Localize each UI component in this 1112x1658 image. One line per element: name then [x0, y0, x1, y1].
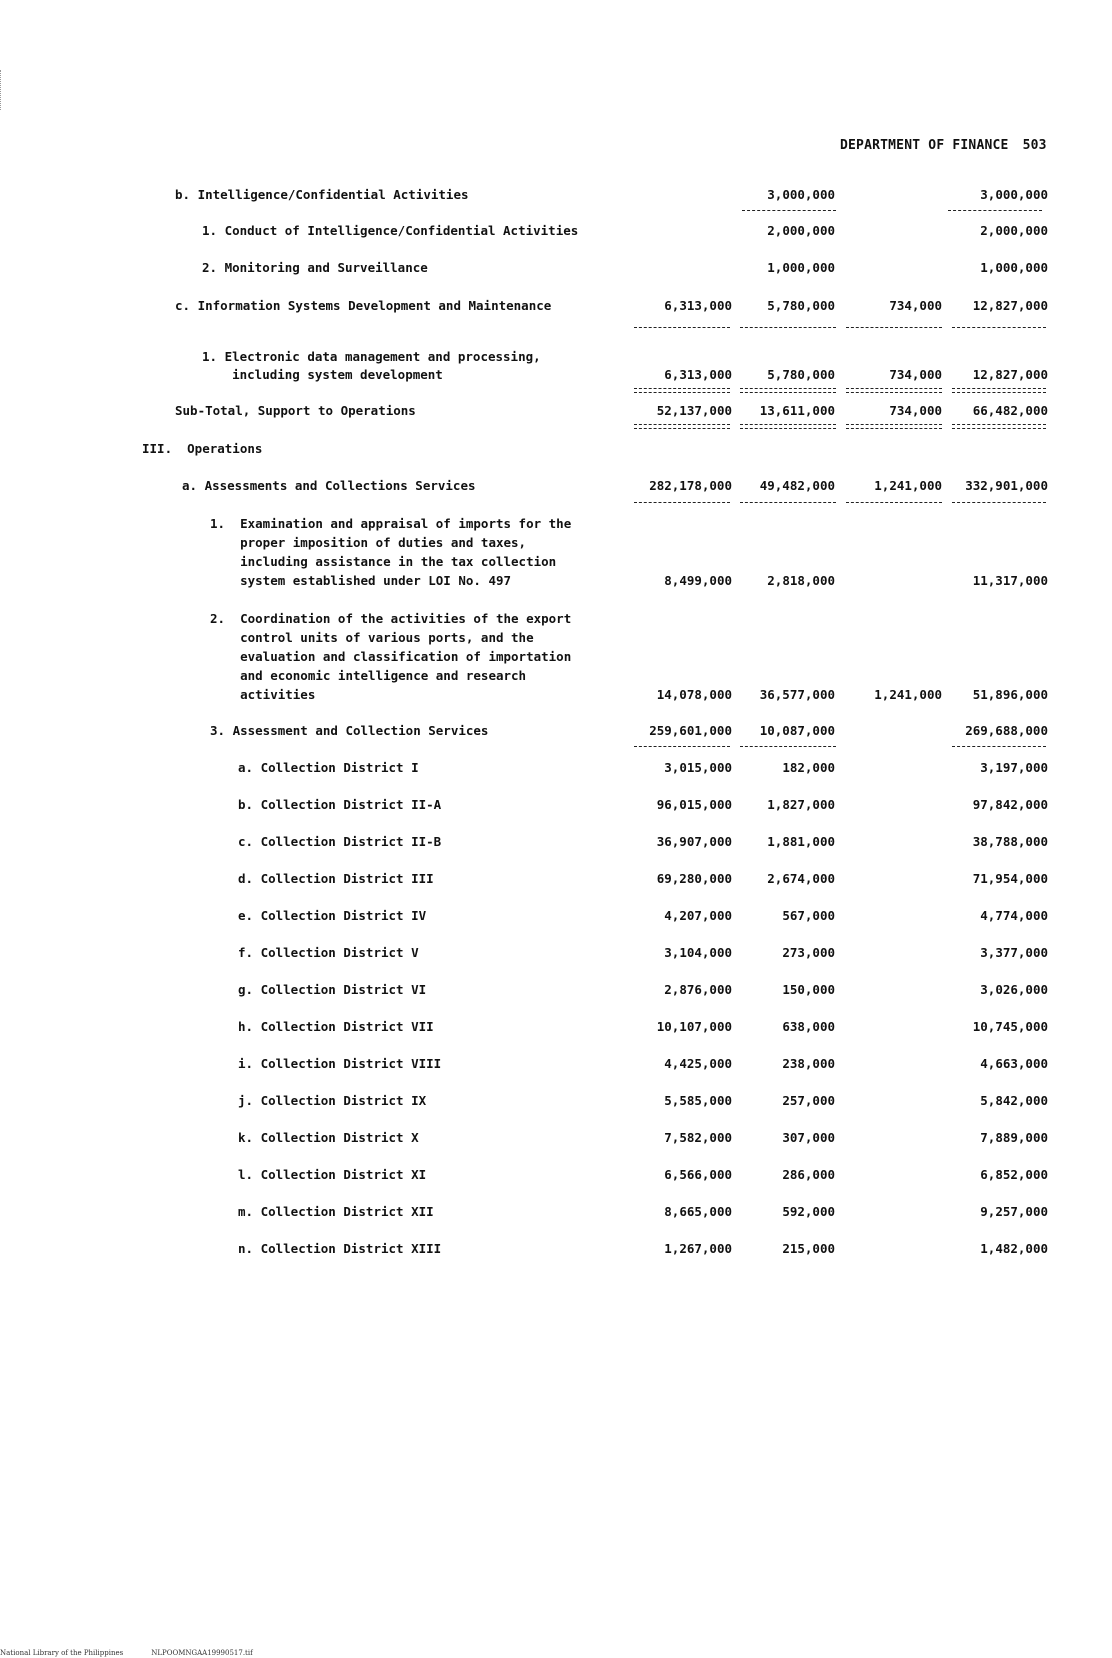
- amount-col1: 259,601,000: [649, 723, 732, 738]
- district-label: c. Collection District II-B: [238, 834, 442, 849]
- district-label: d. Collection District III: [238, 871, 434, 886]
- dashed-rule: [740, 502, 836, 503]
- amount-col1: 5,585,000: [664, 1093, 732, 1108]
- footer-file: NLPOOMNGAA19990517.tif: [151, 1649, 253, 1657]
- dashed-rule: [740, 388, 836, 393]
- amount-total: 2,000,000: [980, 223, 1048, 238]
- dashed-rule: [952, 388, 1046, 393]
- dashed-rule: [634, 388, 730, 393]
- row-label-line: control units of various ports, and the: [210, 630, 534, 645]
- amount-col2: 2,818,000: [767, 573, 835, 588]
- amount-col1: 52,137,000: [656, 403, 732, 418]
- amount-col2: 36,577,000: [759, 687, 835, 702]
- dashed-rule: [846, 388, 942, 393]
- dashed-rule: [948, 210, 1042, 211]
- amount-col2: 150,000: [782, 982, 835, 997]
- dashed-rule: [742, 210, 836, 211]
- dashed-rule: [740, 424, 836, 429]
- row-label: 1. Electronic data management and processing,: [202, 349, 541, 364]
- amount-col2: 5,780,000: [767, 298, 835, 313]
- row-label-line: proper imposition of duties and taxes,: [210, 535, 527, 550]
- dashed-rule: [740, 746, 836, 747]
- row-label: 3. Assessment and Collection Services: [210, 723, 489, 738]
- amount-total: 51,896,000: [972, 687, 1048, 702]
- dashed-rule: [634, 327, 730, 328]
- row-label: c. Information Systems Development and Maintenance: [175, 298, 552, 313]
- row-label: Sub-Total, Support to Operations: [175, 403, 416, 418]
- amount-total: 3,026,000: [980, 982, 1048, 997]
- district-label: n. Collection District XIII: [238, 1241, 442, 1256]
- row-label-line: system established under LOI No. 497: [210, 573, 512, 588]
- amount-col1: 14,078,000: [656, 687, 732, 702]
- amount-total: 10,745,000: [972, 1019, 1048, 1034]
- amount-col1: 6,313,000: [664, 367, 732, 382]
- amount-col2: 1,881,000: [767, 834, 835, 849]
- amount-col1: 7,582,000: [664, 1130, 732, 1145]
- district-label: i. Collection District VIII: [238, 1056, 442, 1071]
- amount-col2: 592,000: [782, 1204, 835, 1219]
- row-label-line: 1. Examination and appraisal of imports for the: [210, 516, 572, 531]
- amount-col1: 4,207,000: [664, 908, 732, 923]
- row-label-line: activities: [210, 687, 316, 702]
- amount-col1: 3,104,000: [664, 945, 732, 960]
- amount-col1: 96,015,000: [656, 797, 732, 812]
- amount-col1: 3,015,000: [664, 760, 732, 775]
- dashed-rule: [846, 327, 942, 328]
- amount-col2: 2,000,000: [767, 223, 835, 238]
- amount-total: 332,901,000: [965, 478, 1048, 493]
- dashed-rule: [634, 502, 730, 503]
- amount-total: 269,688,000: [965, 723, 1048, 738]
- amount-col2: 10,087,000: [759, 723, 835, 738]
- amount-col2: 1,827,000: [767, 797, 835, 812]
- amount-total: 4,774,000: [980, 908, 1048, 923]
- amount-total: 12,827,000: [972, 298, 1048, 313]
- amount-col2: 273,000: [782, 945, 835, 960]
- district-label: b. Collection District II-A: [238, 797, 442, 812]
- amount-total: 3,377,000: [980, 945, 1048, 960]
- amount-col2: 307,000: [782, 1130, 835, 1145]
- amount-col1: 282,178,000: [649, 478, 732, 493]
- footer-library: National Library of the Philippines: [0, 1649, 124, 1657]
- amount-col2: 3,000,000: [767, 187, 835, 202]
- district-label: k. Collection District X: [238, 1130, 419, 1145]
- amount-col3: 734,000: [889, 367, 942, 382]
- dashed-rule: [952, 424, 1046, 429]
- amount-total: 12,827,000: [972, 367, 1048, 382]
- district-label: l. Collection District XI: [238, 1167, 427, 1182]
- row-label: a. Assessments and Collections Services: [182, 478, 476, 493]
- amount-col2: 2,674,000: [767, 871, 835, 886]
- amount-col2: 182,000: [782, 760, 835, 775]
- amount-col2: 257,000: [782, 1093, 835, 1108]
- row-label-line: evaluation and classification of importation: [210, 649, 572, 664]
- amount-total: 38,788,000: [972, 834, 1048, 849]
- amount-col2: 638,000: [782, 1019, 835, 1034]
- amount-col2: 1,000,000: [767, 260, 835, 275]
- amount-total: 6,852,000: [980, 1167, 1048, 1182]
- row-label-line: 2. Coordination of the activities of the export: [210, 611, 572, 626]
- amount-col3: 1,241,000: [874, 478, 942, 493]
- page-number: 503: [1022, 138, 1047, 153]
- scan-footer: [0, 1649, 253, 1657]
- amount-col1: 69,280,000: [656, 871, 732, 886]
- district-label: e. Collection District IV: [238, 908, 427, 923]
- row-label-line: including assistance in the tax collection: [210, 554, 557, 569]
- district-label: m. Collection District XII: [238, 1204, 434, 1219]
- amount-col3: 734,000: [889, 298, 942, 313]
- row-label-line: and economic intelligence and research: [210, 668, 527, 683]
- scan-edge-mark: [0, 70, 3, 110]
- amount-total: 3,197,000: [980, 760, 1048, 775]
- amount-total: 1,000,000: [980, 260, 1048, 275]
- amount-total: 7,889,000: [980, 1130, 1048, 1145]
- amount-total: 66,482,000: [972, 403, 1048, 418]
- amount-col3: 734,000: [889, 403, 942, 418]
- district-label: h. Collection District VII: [238, 1019, 434, 1034]
- dashed-rule: [634, 424, 730, 429]
- amount-col1: 6,566,000: [664, 1167, 732, 1182]
- amount-col1: 8,499,000: [664, 573, 732, 588]
- dashed-rule: [952, 502, 1046, 503]
- row-label: 2. Monitoring and Surveillance: [202, 260, 428, 275]
- dashed-rule: [846, 502, 942, 503]
- amount-total: 97,842,000: [972, 797, 1048, 812]
- page-header: [840, 138, 1047, 153]
- amount-col2: 215,000: [782, 1241, 835, 1256]
- district-label: a. Collection District I: [238, 760, 419, 775]
- amount-total: 4,663,000: [980, 1056, 1048, 1071]
- amount-col2: 13,611,000: [759, 403, 835, 418]
- dashed-rule: [952, 327, 1046, 328]
- dashed-rule: [740, 327, 836, 328]
- amount-col1: 8,665,000: [664, 1204, 732, 1219]
- amount-col1: 1,267,000: [664, 1241, 732, 1256]
- district-label: f. Collection District V: [238, 945, 419, 960]
- row-label: b. Intelligence/Confidential Activities: [175, 187, 469, 202]
- amount-total: 3,000,000: [980, 187, 1048, 202]
- row-label: including system development: [202, 367, 443, 382]
- dashed-rule: [634, 746, 730, 747]
- amount-col2: 5,780,000: [767, 367, 835, 382]
- amount-col2: 238,000: [782, 1056, 835, 1071]
- dashed-rule: [846, 424, 942, 429]
- amount-total: 1,482,000: [980, 1241, 1048, 1256]
- amount-col2: 567,000: [782, 908, 835, 923]
- amount-col1: 36,907,000: [656, 834, 732, 849]
- section-title: III. Operations: [142, 441, 263, 456]
- amount-col1: 10,107,000: [656, 1019, 732, 1034]
- amount-total: 71,954,000: [972, 871, 1048, 886]
- amount-total: 9,257,000: [980, 1204, 1048, 1219]
- district-label: j. Collection District IX: [238, 1093, 427, 1108]
- amount-col1: 4,425,000: [664, 1056, 732, 1071]
- district-label: g. Collection District VI: [238, 982, 427, 997]
- amount-col1: 6,313,000: [664, 298, 732, 313]
- amount-col1: 2,876,000: [664, 982, 732, 997]
- amount-col3: 1,241,000: [874, 687, 942, 702]
- row-label: 1. Conduct of Intelligence/Confidential Activities: [202, 223, 579, 238]
- amount-total: 11,317,000: [972, 573, 1048, 588]
- amount-total: 5,842,000: [980, 1093, 1048, 1108]
- amount-col2: 49,482,000: [759, 478, 835, 493]
- header-title: DEPARTMENT OF FINANCE: [840, 138, 1009, 153]
- amount-col2: 286,000: [782, 1167, 835, 1182]
- dashed-rule: [952, 746, 1046, 747]
